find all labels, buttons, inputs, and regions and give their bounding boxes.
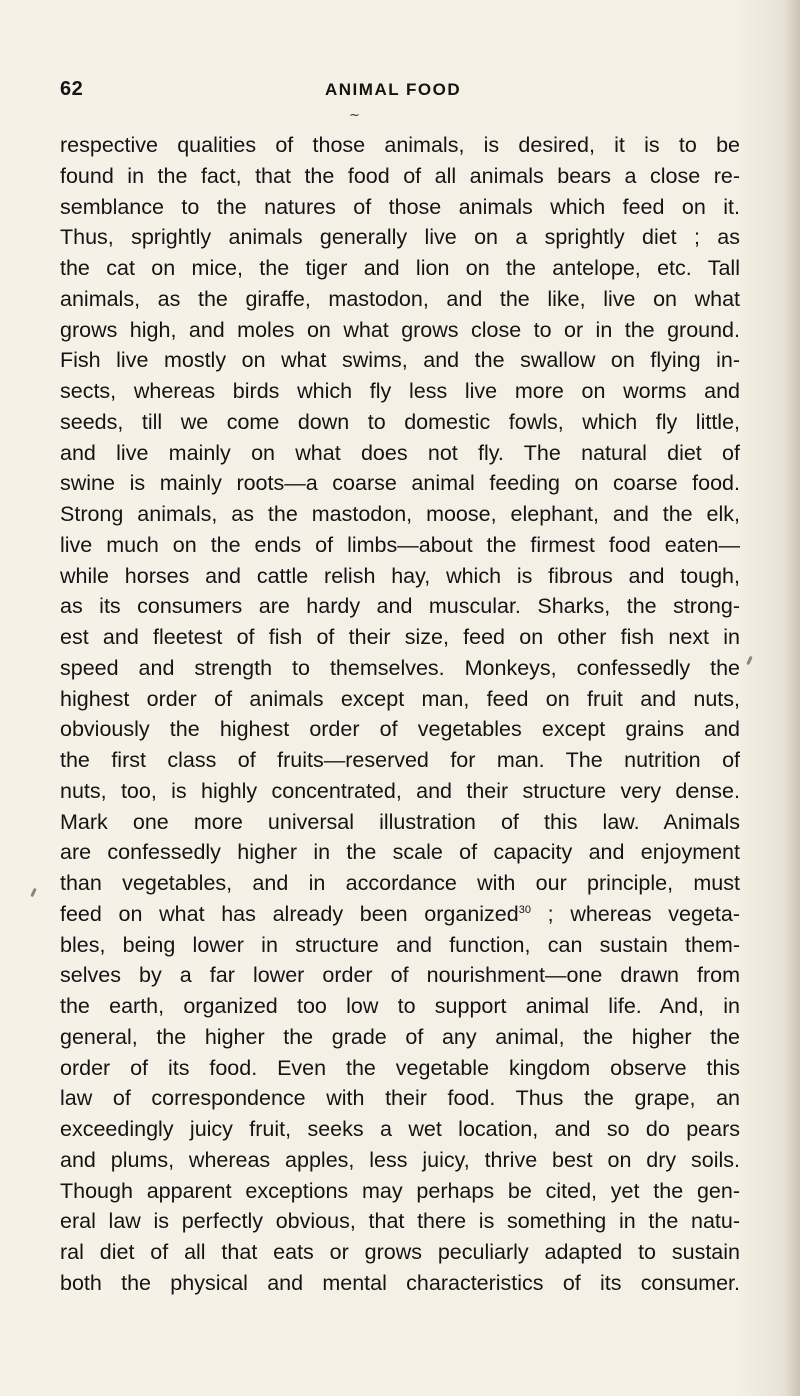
text-line: Thus, sprightly animals generally live on a sprightly diet ; as (60, 225, 740, 250)
footnote-reference[interactable]: 30 (518, 903, 531, 916)
text-line: selves by a far lower order of nourishment—one drawn from (60, 963, 740, 988)
text-line: general, the higher the grade of any animal, the higher the (60, 1024, 740, 1049)
page-edge-shadow (786, 0, 800, 1396)
text-line: are confessedly higher in the scale of capacity and enjoyment (60, 840, 740, 865)
text-line: exceedingly juicy fruit, seeks a wet location, and so do pears (60, 1117, 740, 1141)
text-line: swine is mainly roots—a coarse animal feeding on coarse food. (60, 471, 740, 496)
text-line: Mark one more universal illustration of this law. Animals (60, 809, 740, 834)
text-line: than vegetables, and in accordance with our principle, must (60, 871, 740, 895)
text-line: both the physical and mental characteristics of its consumer. (60, 1270, 740, 1295)
text-line: est and fleetest of fish of their size, feed on other fish next in (60, 625, 740, 649)
body-text (60, 130, 740, 1299)
running-head: ANIMAL FOOD (325, 80, 462, 99)
page-header (60, 78, 740, 104)
text-line: ral diet of all that eats or grows peculiarly adapted to sustain (60, 1240, 740, 1264)
text-line: the first class of fruits—reserved for man. The nutrition of (60, 748, 740, 772)
text-line: Though apparent exceptions may perhaps be cited, yet the gen- (60, 1178, 740, 1203)
text-line-with-footnote (60, 899, 740, 930)
text-line: obviously the highest order of vegetables except grains and (60, 717, 740, 742)
text-line: animals, as the giraffe, mastodon, and the like, live on what (60, 286, 740, 311)
text-line: and live mainly on what does not fly. The natural diet of (60, 440, 740, 465)
text-line: seeds, till we come down to domestic fowls, which fly little, (60, 409, 740, 434)
stray-mark: ~ (349, 108, 360, 123)
text-line: bles, being lower in structure and function, can sustain them- (60, 932, 740, 957)
text-line: live much on the ends of limbs—about the firmest food eaten— (60, 532, 740, 557)
text-line: order of its food. Even the vegetable kingdom observe this (60, 1055, 740, 1080)
text-line: semblance to the natures of those animals which feed on it. (60, 194, 740, 219)
text-line: and plums, whereas apples, less juicy, thrive best on dry soils. (60, 1147, 740, 1172)
text-line: Fish live mostly on what swims, and the swallow on flying in- (60, 348, 740, 373)
text-line: as its consumers are hardy and muscular. Sharks, the strong- (60, 594, 740, 619)
paper-speck (746, 656, 753, 665)
text-line: highest order of animals except man, feed on fruit and nuts, (60, 686, 740, 711)
text-line: while horses and cattle relish hay, which is fibrous and tough, (60, 563, 740, 588)
text-line: sects, whereas birds which fly less live more on worms and (60, 379, 740, 403)
page-number: 62 (60, 78, 84, 100)
text-line: grows high, and moles on what grows close to or in the ground. (60, 317, 740, 342)
paper-speck (30, 888, 37, 897)
text-line: Strong animals, as the mastodon, moose, elephant, and the elk, (60, 502, 740, 526)
footnote-line-before: feed on what has already been organized (60, 901, 519, 926)
text-line: found in the fact, that the food of all animals bears a close re- (60, 163, 740, 188)
text-line: the cat on mice, the tiger and lion on the antelope, etc. Tall (60, 256, 740, 280)
footnote-line-after: ; whereas vegeta- (530, 901, 740, 926)
text-line: eral law is perfectly obvious, that there is something in the natu- (60, 1209, 740, 1234)
text-line: speed and strength to themselves. Monkeys, confessedly the (60, 655, 740, 680)
text-line: nuts, too, is highly concentrated, and their structure very dense. (60, 778, 740, 803)
text-line: respective qualities of those animals, is desired, it is to be (60, 133, 740, 157)
text-line: law of correspondence with their food. Thus the grape, an (60, 1086, 740, 1111)
text-line: the earth, organized too low to support animal life. And, in (60, 994, 740, 1018)
